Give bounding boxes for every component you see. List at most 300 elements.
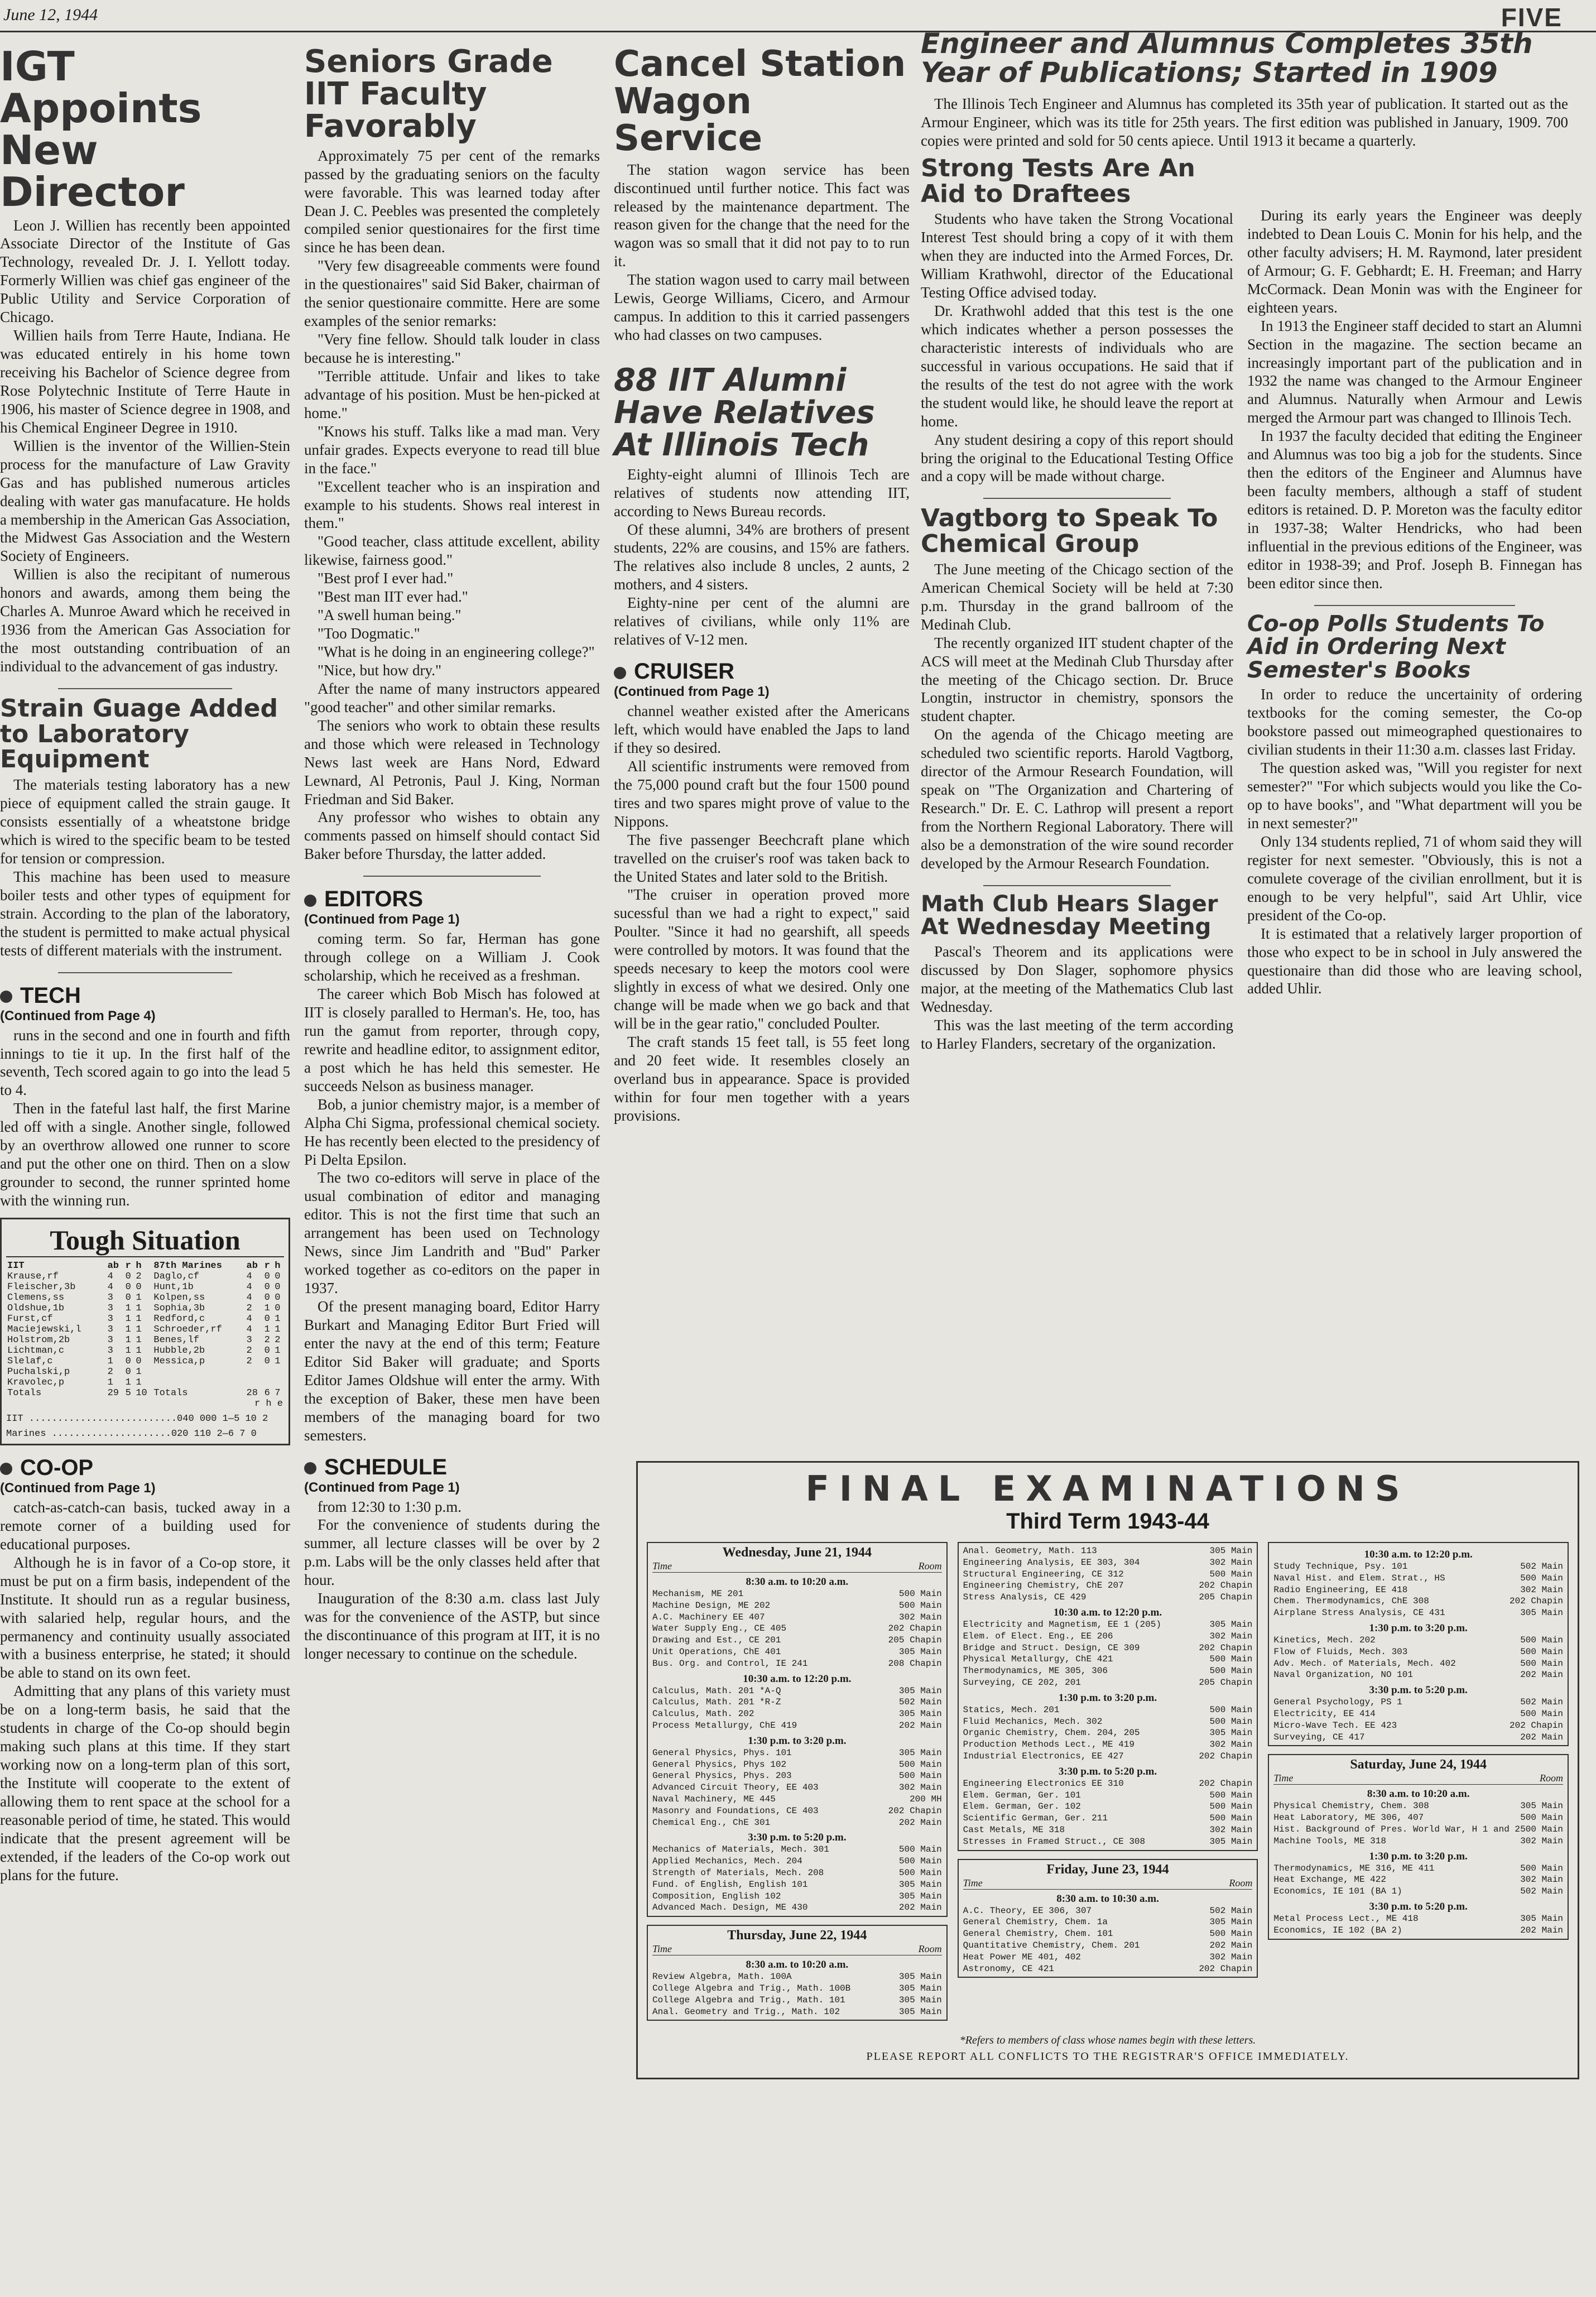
course: Elem. German, Ger. 101 [963, 1790, 1081, 1800]
table-row [6, 1303, 284, 1314]
headline: Vagtborg to Speak To Chemical Group [921, 504, 1218, 559]
headline: Seniors Grade IIT Faculty Favorably [304, 44, 553, 145]
article [304, 1455, 600, 1663]
table-cell: 6 [264, 1387, 270, 1399]
room: 500 Main [1520, 1646, 1564, 1657]
exam-row [963, 1665, 1253, 1677]
table-cell: 1 [264, 1303, 270, 1314]
room: 500 Main [898, 1759, 942, 1770]
exam-row [1273, 1573, 1563, 1584]
box-title: Tough Situation [6, 1224, 284, 1257]
table-cell: Holstrom,2b [7, 1334, 70, 1345]
jump-title: SCHEDULE [324, 1454, 448, 1479]
paragraph: In 1937 the faculty decided that editing the Engineer and Alumnus was too big a job for the students. Since then the editors of the Engineer and Alumnus have been faculty members, although a staff of student editors is retained. D. P. Moreton was the faculty editor in 1937-38; Walter Hendricks, who had been influential in the previous editions of the Engineer, was editor in 1938-39; and Prof. Joseph B. Finnegan has been editor since then. [1247, 427, 1582, 592]
course: Applied Mechanics, Mech. 204 [652, 1856, 802, 1867]
paragraph: The materials testing laboratory has a new piece of equipment called the strain gauge. It consists essentially of a wheatstone bridge which is wired to the specific beam to be tested for tension or compression. [0, 776, 290, 867]
exam-row [963, 1619, 1253, 1631]
paragraph: Any student desiring a copy of this report should bring the original to the Educational Testing Office and a copy will be made without charge. [921, 431, 1233, 485]
table-cell: 4 [246, 1292, 252, 1303]
room: 500 Main [1209, 1801, 1253, 1812]
table-cell: Clemens,ss [7, 1292, 65, 1303]
table-cell: 0 [136, 1356, 142, 1367]
exam-row [1273, 1607, 1563, 1619]
exam-time-slot: 1:30 p.m. to 3:20 p.m. [748, 1734, 847, 1747]
exam-row [652, 2006, 942, 2018]
room: 500 Main [898, 1589, 942, 1599]
paragraph: Then in the fateful last half, the first Marine led off with a single. Another single, followed by an overthrow allowed one runner to score and put the other one on third. Then on a slow grounder to second, the runner sprinted home with the winning run. [0, 1100, 290, 1209]
exam-row [652, 1623, 942, 1635]
room: 202 Main [1520, 1732, 1564, 1742]
table-cell: Totals [153, 1387, 188, 1399]
paragraph: "Very few disagreeable comments were found in the questionaires" said Sid Baker, chairman of the senior questionaire committe. Here are some examples of the senior remarks: [304, 257, 600, 330]
room: 305 Main [1520, 1913, 1564, 1924]
exam-row [963, 1642, 1253, 1654]
table-cell: 1 [136, 1377, 142, 1388]
course: Mechanism, ME 201 [652, 1589, 744, 1599]
table-cell: 0 [264, 1281, 270, 1292]
column-1 [0, 40, 290, 2295]
table-cell: Totals [7, 1387, 42, 1399]
room: 500 Main [1209, 1716, 1253, 1727]
table-row [6, 1356, 284, 1367]
course: General Chemistry, Chem. 1a [963, 1917, 1108, 1928]
course: Surveying, CE 202, 201 [963, 1677, 1081, 1688]
article [304, 46, 600, 863]
exam-row [1273, 1824, 1563, 1835]
course: Electricity and Magnetism, EE 1 (205) [963, 1619, 1161, 1630]
room: 305 Main [1209, 1619, 1253, 1630]
table-cell: 4 [246, 1324, 252, 1335]
table-cell: 2 [136, 1271, 142, 1282]
table-cell [273, 1377, 284, 1388]
paragraph: Of these alumni, 34% are brothers of present students, 22% are cousins, and 15% are fathers. The relatives also include 8 uncles, 2 aunts, 2 mothers, and 4 sisters. [614, 521, 910, 593]
table-cell: 2 [107, 1366, 113, 1377]
exam-row [1273, 1913, 1563, 1925]
table-cell: Fleischer,3b [7, 1281, 76, 1292]
exam-day-title: Thursday, June 22, 1944 [727, 1928, 867, 1943]
exam-row [1273, 1925, 1563, 1936]
exam-time-slot: 10:30 a.m. to 12:20 p.m. [1053, 1606, 1162, 1618]
course: Anal. Geometry, Math. 113 [963, 1546, 1097, 1556]
headline: Math Club Hears Slager At Wednesday Meeting [921, 891, 1218, 940]
exam-time-slot: 8:30 a.m. to 10:20 a.m. [746, 1959, 849, 1971]
room: 208 Chapin [888, 1658, 942, 1669]
room: 305 Main [898, 1995, 942, 2005]
exam-row [963, 1928, 1253, 1940]
paragraph: The question asked was, "Will you register for next semester?" "For which subjects would you like the Co-op to have books", and "What department will you be in next semester?" [1247, 760, 1582, 832]
room: 500 Main [1520, 1573, 1564, 1583]
table-cell [246, 1367, 263, 1377]
paragraph: Pascal's Theorem and its applications were discussed by Don Slager, sophomore physics major, at the meeting of the Mathematics Club last Wednesday. [921, 943, 1233, 1015]
table-cell: 5 [125, 1387, 131, 1399]
exam-row [963, 1952, 1253, 1963]
table-cell: 1 [136, 1313, 142, 1324]
room: 205 Chapin [1199, 1592, 1253, 1603]
exam-time-slot: 1:30 p.m. to 3:20 p.m. [1369, 1850, 1468, 1862]
divider [58, 972, 232, 973]
exam-row [652, 1747, 942, 1759]
table-cell: 3 [107, 1292, 113, 1303]
room: 302 Main [1209, 1824, 1253, 1835]
paragraph: Leon J. Willien has recently been appointed Associate Director of the Institute of Gas Technology, revealed Dr. J. I. Yellott today. Formerly Willien was chief gas engineer of the Public Utility and Service Corporation of Chicago. [0, 217, 290, 326]
exam-row [652, 1770, 942, 1782]
table-row [6, 1399, 284, 1409]
table-cell: Messica,p [153, 1356, 205, 1367]
jump-head [614, 659, 910, 684]
continued-line: (Continued from Page 1) [304, 1479, 460, 1495]
jump-title: TECH [20, 983, 81, 1008]
table-cell: 3 [246, 1334, 252, 1345]
room: 500 Main [1520, 1708, 1564, 1719]
room: 305 Main [898, 1972, 942, 1982]
room: 302 Main [1520, 1835, 1564, 1846]
room: 202 Main [898, 1720, 942, 1731]
paragraph: coming term. So far, Herman has gone through college on a William J. Cook scholarship, which he received as a freshman. [304, 930, 600, 984]
table-cell: 1 [125, 1334, 131, 1345]
paragraph: "Best prof I ever had." [318, 570, 454, 587]
room: 500 Main [898, 1600, 942, 1611]
headline: Engineer and Alumnus Completes 35th Year of Publications; Started in 1909 [921, 27, 1533, 89]
room-label: Room [1229, 1877, 1253, 1888]
course: Naval Hist. and Elem. Strat., HS [1273, 1573, 1445, 1583]
course: Machine Design, ME 202 [652, 1600, 771, 1611]
room: 500 Main [1520, 1658, 1564, 1669]
course: Flow of Fluids, Mech. 303 [1273, 1646, 1408, 1657]
paragraph: "The cruiser in operation proved more sucessful than we had a right to expect," said Poulter. "Since it had no gearshift, all speeds were controlled by motors. It was found that the speeds necesary to keep the motors cool were slightly in excess of what we desired. Only one change will be made when we go back and that will be in the gear ratio," concluded Poulter. [614, 886, 910, 1032]
exam-table-head [963, 1877, 1253, 1890]
article [921, 893, 1233, 1053]
table-cell: 1 [136, 1324, 142, 1335]
course: General Physics, Phys. 203 [652, 1771, 792, 1781]
exam-row [1273, 1561, 1563, 1573]
room: 500 Main [1520, 1824, 1564, 1834]
exam-row [1273, 1812, 1563, 1824]
course: Heat Laboratory, ME 306, 407 [1273, 1813, 1424, 1823]
room: 305 Main [1209, 1728, 1253, 1738]
course: Astronomy, CE 421 [963, 1963, 1054, 1974]
room: 302 Main [898, 1782, 942, 1793]
exam-row [1273, 1596, 1563, 1607]
exam-row [652, 1971, 942, 1983]
table-cell: 4 [107, 1271, 113, 1282]
course: Calculus, Math. 202 [652, 1709, 754, 1719]
room: 302 Main [1209, 1739, 1253, 1750]
table-row [6, 1335, 284, 1345]
exam-row [963, 1739, 1253, 1751]
exam-row [652, 1902, 942, 1914]
table-cell: 4 [107, 1281, 113, 1292]
page-number: FIVE [1501, 3, 1563, 32]
room: 305 Main [898, 1879, 942, 1890]
bullet-icon [0, 991, 12, 1003]
exam-row [1273, 1635, 1563, 1646]
course: General Physics, Phys. 101 [652, 1747, 792, 1758]
room: 302 Main [1209, 1952, 1253, 1962]
exam-row [652, 1635, 942, 1646]
course: Naval Organization, NO 101 [1273, 1670, 1413, 1680]
room: 202 Main [898, 1902, 942, 1913]
room: 202 Chapin [1199, 1751, 1253, 1761]
time-label: Time [652, 1943, 672, 1955]
table-cell: 28 [246, 1387, 258, 1399]
paragraph: Admitting that any plans of this variety must be on a long-term basis, he said that the students in charge of the Co-op should begin making such plans at this time. If they start working now on a long-term plan of this sort, the Institute will cooperate to the extent of allowing them to rent space at the school for a reasonable period of time, he stated. This would indicate that the present agreement will be extended, if the leaders of the Co-op work out plans for the future. [0, 1683, 290, 1883]
course: Economics, IE 101 (BA 1) [1273, 1886, 1402, 1897]
course: Industrial Electronics, EE 427 [963, 1751, 1124, 1761]
table-cell [263, 1377, 274, 1388]
paragraph: Eighty-eight alumni of Illinois Tech are relatives of students now attending IIT, according to News Bureau records. [614, 465, 910, 520]
paragraph: "Best man IIT ever had." [318, 588, 468, 606]
paragraph: "Too Dogmatic." [318, 625, 420, 642]
course: Structural Engineering, CE 312 [963, 1569, 1124, 1579]
course: Fluid Mechanics, Mech. 302 [963, 1716, 1103, 1727]
room: 202 Chapin [1199, 1778, 1253, 1789]
paragraph: In order to reduce the uncertainity of ordering textbooks for the coming semester, the Co-op bookstore passed out mimeographed questionaires to civilian students in their 11:30 a.m. classes last Friday. [1247, 686, 1582, 758]
course: Production Methods Lect., ME 419 [963, 1739, 1134, 1750]
paragraph: "Good teacher, class attitude excellent, ability likewise, fairness good." [304, 533, 600, 569]
exam-row [963, 1905, 1253, 1917]
table-cell: 4 [246, 1281, 252, 1292]
room: 500 Main [1520, 1635, 1564, 1645]
exam-row [652, 1844, 942, 1856]
divider [983, 498, 1171, 499]
exam-row [652, 1588, 942, 1600]
table-cell: 1 [136, 1303, 142, 1314]
exam-row [652, 1995, 942, 2006]
exam-row [963, 1716, 1253, 1728]
course: Engineering Electronics EE 310 [963, 1778, 1124, 1789]
room: 202 Chapin [1510, 1720, 1564, 1731]
course: Metal Process Lect., ME 418 [1273, 1913, 1419, 1924]
table-cell: 0 [125, 1356, 131, 1367]
room: 202 Main [1209, 1940, 1253, 1950]
article [614, 364, 910, 649]
table-cell [152, 1377, 245, 1388]
table-cell: 0 [264, 1292, 270, 1303]
room: 205 Chapin [1199, 1677, 1253, 1688]
exam-row [963, 1824, 1253, 1836]
course: Stresses in Framed Struct., CE 308 [963, 1836, 1146, 1847]
room: 202 Main [1520, 1670, 1564, 1680]
course: Engineering Analysis, EE 303, 304 [963, 1557, 1140, 1568]
divider [58, 688, 232, 689]
table-cell: 0 [275, 1303, 281, 1314]
table-cell: 3 [107, 1334, 113, 1345]
exam-row [963, 1592, 1253, 1603]
room: 500 Main [898, 1844, 942, 1855]
table-cell: Kolpen,ss [153, 1292, 205, 1303]
table-cell: 1 [107, 1377, 113, 1388]
room: 500 Main [1209, 1929, 1253, 1939]
paragraph: Approximately 75 per cent of the remarks passed by the graduating seniors on the faculty were favorable. This was learned today after Dean J. C. Peebles was presented the completely compiled senior questionaires for the first time since he has been dean. [304, 147, 600, 256]
exam-day [647, 1925, 948, 2021]
exam-row [1273, 1886, 1563, 1897]
exam-day [1268, 1754, 1569, 1939]
course: Advanced Mach. Design, ME 430 [652, 1902, 808, 1913]
paragraph: This was the last meeting of the term according to Harley Flanders, secretary of the organization. [921, 1016, 1233, 1052]
paragraph: channel weather existed after the Americans left, which would have enabled the Japs to land if they so desired. [614, 703, 910, 756]
course: Physical Metallurgy, ChE 421 [963, 1654, 1113, 1665]
room: 305 Main [1520, 1608, 1564, 1618]
table-cell: 1 [136, 1334, 142, 1345]
room-label: Room [1540, 1772, 1564, 1784]
headline: 88 IIT Alumni Have Relatives At Illinois Tech [614, 362, 875, 464]
course: Hist. Background of Pres. World War, H 1 and 2 [1273, 1824, 1521, 1834]
table-cell: 0 [125, 1292, 131, 1303]
paragraph: Of the present managing board, Editor Harry Burkart and Managing Editor Burt Fried will enter the navy at the end of this term; Feature Editor Sid Baker will graduate; and Sports Editor James Oldshue will enter the army. With the exception of Baker, these men have been members of the managing board for two semesters. [304, 1298, 600, 1444]
paragraph: Willien hails from Terre Haute, Indiana. He was educated entirely in his home town receiving his Bachelor of Science degree from Rose Polytechnic Institute of Terre Haute in 1906, his master of Science degree in 1908, and his Chemical Engineer Degree in 1910. [0, 327, 290, 436]
exam-row [1273, 1863, 1563, 1875]
exam-row [652, 1685, 942, 1697]
course: Chemical Eng., ChE 301 [652, 1817, 771, 1828]
exam-row [1273, 1658, 1563, 1670]
divider [1314, 605, 1515, 606]
room: 500 Main [898, 1856, 942, 1867]
exam-row [652, 1891, 942, 1902]
exam-row [963, 1778, 1253, 1790]
table-row [6, 1367, 284, 1377]
table-cell: 3 [107, 1345, 113, 1356]
column-2 [304, 40, 600, 2295]
headline: Co-op Polls Students To Aid in Ordering Next Semester's Books [1247, 611, 1545, 683]
exam-row [963, 1727, 1253, 1739]
jump-title: EDITORS [324, 887, 424, 912]
schedule-column [958, 1542, 1258, 2029]
room: 305 Main [1209, 1917, 1253, 1928]
paragraph: "A swell human being." [318, 607, 462, 624]
table-cell: 1 [107, 1356, 113, 1367]
exam-row [652, 1794, 942, 1805]
exam-row [1273, 1646, 1563, 1658]
room: 205 Chapin [888, 1635, 942, 1646]
course: Elem. German, Ger. 102 [963, 1801, 1081, 1812]
table-row [6, 1292, 284, 1303]
table-cell: 0 [275, 1271, 281, 1282]
paragraph: The seniors who work to obtain these results and those which were released in Technology News last week are Hans Nord, Edward Lewnard, Al Petronis, Paul J. King, Norman Friedman and Sid Baker. [304, 717, 600, 808]
exam-row [652, 1983, 942, 1995]
divider [363, 876, 541, 877]
box-head-cell: h [275, 1260, 281, 1271]
table-cell: Benes,lf [153, 1334, 200, 1345]
course: General Physics, Phys 102 [652, 1759, 787, 1770]
room-label: Room [918, 1560, 942, 1572]
schedule-footnote: *Refers to members of class whose names begin with these letters. [959, 2034, 1256, 2047]
table-cell [246, 1377, 263, 1388]
exam-day [958, 1542, 1258, 1851]
course: Bridge and Struct. Design, CE 309 [963, 1642, 1140, 1653]
room: 305 Main [1209, 1836, 1253, 1847]
table-cell: 1 [125, 1345, 131, 1356]
course: Elem. of Elect. Eng., EE 206 [963, 1631, 1113, 1641]
table-cell [152, 1367, 245, 1377]
table-cell: 3 [107, 1324, 113, 1335]
box-head-cell: r [264, 1260, 270, 1271]
article [1247, 613, 1582, 998]
table-cell: 1 [125, 1324, 131, 1335]
article [921, 153, 1233, 486]
course: Unit Operations, ChE 401 [652, 1646, 781, 1657]
paragraph: The station wagon service has been discontinued until further notice. This fact was released by the maintenance department. The reason given for the change that the need for the wagon was so small that it did not pay to to run it. [614, 161, 910, 270]
exam-row [963, 1569, 1253, 1580]
exam-row [1273, 1874, 1563, 1886]
table-cell: Hunt,1b [153, 1281, 194, 1292]
exam-time-slot: 3:30 p.m. to 5:20 p.m. [1369, 1900, 1468, 1912]
table-cell: 0 [264, 1345, 270, 1356]
exam-time-slot: 3:30 p.m. to 5:20 p.m. [1369, 1684, 1468, 1697]
box-body [6, 1271, 284, 1409]
exam-day [1268, 1542, 1569, 1746]
room: 302 Main [1520, 1875, 1564, 1885]
room: 202 Main [1520, 1925, 1564, 1935]
course: Bus. Org. and Control, IE 241 [652, 1658, 808, 1669]
room: 305 Main [898, 1891, 942, 1901]
room: 202 Main [898, 1817, 942, 1828]
table-cell: 2 [246, 1345, 252, 1356]
article [614, 659, 910, 1125]
issue-date: June 12, 1944 [3, 6, 98, 24]
exam-row [963, 1580, 1253, 1592]
paragraph: Willien is also the recipitant of numerous honors and awards, among them being the Charles A. Munroe Award which he received in 1936 from the American Gas Association for the most outstanding contribuation of an individual to the advancement of gas industry. [0, 566, 290, 675]
box-score-table [6, 1261, 284, 1409]
exam-row [963, 1836, 1253, 1848]
exam-day-title: Wednesday, June 21, 1944 [722, 1545, 872, 1560]
paragraph: After the name of many instructors appeared "good teacher" and other similar remarks. [304, 680, 600, 715]
paragraph: All scientific instruments were removed from the 75,000 pound craft but the four 1500 pound tires and two spares might prove of value to the Nippons. [614, 757, 910, 830]
course: Kinetics, Mech. 202 [1273, 1635, 1376, 1645]
paragraph: "Very fine fellow. Should talk louder in class because he is interesting." [304, 331, 600, 367]
exam-row [963, 1704, 1253, 1716]
paragraph: Dr. Krathwohl added that this test is the one which indicates whether a person possesses the characteristic interests of individuals who are successful in various occupations. He said that if the results of the test do not agree with the work the student would like, he should leave the report at home. [921, 302, 1233, 430]
course: Review Algebra, Math. 100A [652, 1972, 792, 1982]
paragraph: Eighty-nine per cent of the alumni are relatives of civilians, while only 11% are relatives of V-12 men. [614, 594, 910, 648]
table-cell: Hubble,2b [153, 1345, 205, 1356]
paragraph: Only 134 students replied, 71 of whom said they will register for next semester. "Obviously, this is not a comulete coverage of the civilian enrollment, but it is enough to be very helpful", said Art Uhlir, vice president of the Co-op. [1247, 833, 1582, 924]
exam-row [652, 1708, 942, 1720]
course: College Algebra and Trig., Math. 101 [652, 1995, 845, 2005]
room: 500 Main [898, 1771, 942, 1781]
course: Process Metallurgy, ChE 419 [652, 1720, 797, 1731]
paragraph: "Knows his stuff. Talks like a mad man. Very unfair grades. Expects everyone to read till blue in the face." [304, 422, 600, 477]
line-score: IIT ..........................040 000 1—5 10 2 [6, 1413, 268, 1424]
table-cell: 0 [125, 1271, 131, 1282]
course: Strength of Materials, Mech. 208 [652, 1867, 824, 1878]
course: Surveying, CE 417 [1273, 1732, 1365, 1742]
table-row [6, 1377, 284, 1388]
table-cell: 1 [125, 1377, 131, 1388]
course: Engineering Chemistry, ChE 207 [963, 1580, 1124, 1591]
course: Airplane Stress Analysis, CE 431 [1273, 1608, 1445, 1618]
exam-time-slot: 3:30 p.m. to 5:20 p.m. [748, 1832, 847, 1844]
bullet-icon [304, 895, 316, 907]
course: Drawing and Est., CE 201 [652, 1635, 781, 1646]
course: Mechanics of Materials, Mech. 301 [652, 1844, 829, 1855]
exam-row [652, 1600, 942, 1612]
exam-time-slot: 1:30 p.m. to 3:20 p.m. [1058, 1691, 1157, 1704]
line-score: Marines .....................020 110 2—6 7 0 [6, 1428, 257, 1439]
table-cell: Sophia,3b [153, 1303, 205, 1314]
box-head-cell: ab [246, 1260, 258, 1271]
room: 305 Main [898, 1646, 942, 1657]
room: 502 Main [1520, 1561, 1564, 1572]
room: 305 Main [898, 1685, 942, 1696]
exam-row [963, 1963, 1253, 1975]
course: Statics, Mech. 201 [963, 1704, 1060, 1715]
schedule-columns [647, 1542, 1569, 2029]
exam-table-head [1273, 1772, 1563, 1785]
room: 500 Main [1209, 1569, 1253, 1579]
exam-time-slot: 8:30 a.m. to 10:30 a.m. [1056, 1892, 1159, 1905]
exam-row [963, 1654, 1253, 1665]
exam-time-slot: 10:30 a.m. to 12:20 p.m. [743, 1673, 852, 1685]
